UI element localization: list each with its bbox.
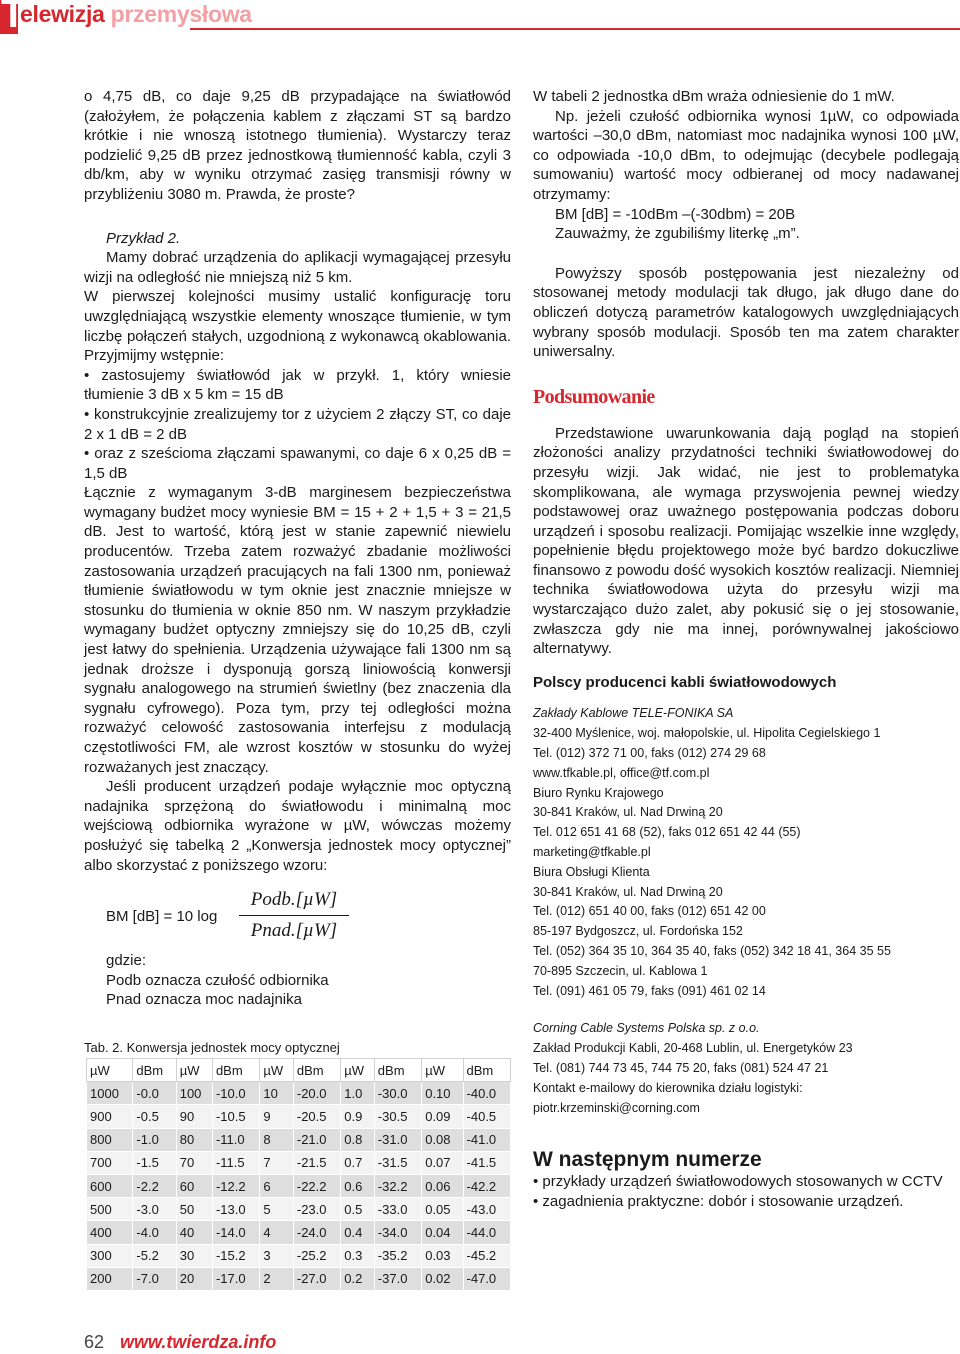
table-cell: -20.5	[293, 1105, 340, 1128]
table-cell: 700	[87, 1151, 133, 1174]
example-intro: Mamy dobrać urządzenia do aplikacji wymagającej przesyłu wizji na odległość nie mniejszą niż 5 km.	[84, 249, 511, 286]
power-budget-formula	[106, 887, 511, 949]
table-cell: 0.10	[422, 1082, 463, 1105]
table-cell: -23.0	[293, 1198, 340, 1221]
table-cell: 80	[176, 1128, 212, 1151]
table-cell: -0.0	[133, 1082, 176, 1105]
paragraph-example-calc: Np. jeżeli czułość odbiornika wynosi 1µW, co odpowiada wartości –30,0 dBm, natomiast moc nadajnika wynosi 100 µW, co odpowiada -10,0 dBm, to odejmując (decybele podlegają sumowaniu) wartość mocy odbieranej od mocy nadawanej otrzymamy:	[533, 107, 959, 203]
table-cell: -21.0	[293, 1128, 340, 1151]
table-cell: -12.2	[212, 1174, 259, 1197]
producer-telefonika-name: Zakłady Kablowe TELE-FONIKA SA	[533, 706, 734, 721]
table-row	[87, 1151, 511, 1174]
table-cell: -7.0	[133, 1267, 176, 1290]
table-cell: 20	[176, 1267, 212, 1290]
right-column	[533, 87, 959, 1212]
producer-corning-details	[533, 1039, 959, 1118]
table-cell: -34.0	[374, 1221, 421, 1244]
formula-pnad-definition: Pnad oznacza moc nadajnika	[106, 991, 302, 1009]
paragraph-dbm-note: W tabeli 2 jednostka dBm wraża odniesienie do 1 mW.	[533, 88, 895, 105]
table-cell: -15.2	[212, 1244, 259, 1267]
formula-where: gdzie:	[106, 952, 147, 970]
table-row	[87, 1267, 511, 1290]
header-rule	[190, 28, 960, 30]
table-cell: 600	[87, 1174, 133, 1197]
table-cell: 0.09	[422, 1105, 463, 1128]
table-cell: -21.5	[293, 1151, 340, 1174]
table-cell: -41.5	[463, 1151, 510, 1174]
table-cell: -1.0	[133, 1128, 176, 1151]
table-header-cell: µW	[87, 1059, 133, 1082]
detail-line: piotr.krzeminski@corning.com	[533, 1100, 700, 1115]
detail-line: 70-895 Szczecin, ul. Kablowa 1	[533, 963, 708, 978]
table-cell: -3.0	[133, 1198, 176, 1221]
table-header-cell: dBm	[133, 1059, 176, 1082]
table-cell: -25.2	[293, 1244, 340, 1267]
bullet-splices: • oraz z sześcioma złączami spawanymi, co daje 6 x 0,25 dB = 1,5 dB	[84, 445, 511, 482]
formula-podb-definition: Podb oznacza czułość odbiornika	[106, 971, 329, 989]
table-row	[87, 1244, 511, 1267]
magazine-header	[0, 0, 960, 36]
table-header-cell: dBm	[212, 1059, 259, 1082]
table-caption: Tab. 2. Konwersja jednostek mocy optycznej	[84, 1040, 340, 1055]
table-cell: -22.2	[293, 1174, 340, 1197]
table-cell: 8	[260, 1128, 294, 1151]
next-issue-item: • zagadnienia praktyczne: dobór i stosowanie urządzeń.	[533, 1192, 904, 1210]
detail-line: Tel. (091) 461 05 79, faks (091) 461 02 14	[533, 983, 766, 998]
table-cell: -43.0	[463, 1198, 510, 1221]
paragraph-summary: Przedstawione uwarunkowania dają pogląd na stopień złożoności analizy przydatności techniki światłowodowej do przesyłu wizji. Jak widać, nie jest to problematyka skomplikowana, ale wymaga przyswojenia pewnej wiedzy podstawowej oraz uważnego postępowania podczas doboru urządzeń i sposobu realizacji. Pomijając wszelkie inne względy, popełnienie błędu projektowego może być bardzo dokuczliwe finansowo z powodu dość wysokich kosztów realizacji. Niemniej technika światłowodowa użyta do przesyłu wizji ma wystarczająco dużo zalet, aby pokusić się o jej stosowanie, zwłaszcza gdy nie ma innej, porównywalnej jakościowo alternatywy.	[533, 424, 959, 658]
table-cell: -13.0	[212, 1198, 259, 1221]
table-header-cell: dBm	[374, 1059, 421, 1082]
table-cell: 1.0	[341, 1082, 375, 1105]
bullet-fiber: • zastosujemy światłowód jak w przykł. 1, który wniesie tłumienie 3 dB x 5 km = 15 dB	[84, 366, 511, 404]
detail-line: Tel. (052) 364 35 10, 364 35 40, faks (052) 342 18 41, 364 35 55	[533, 944, 891, 958]
paragraph-budget: Łącznie z wymaganym 3-dB marginesem bezpieczeństwa wymagany budżet mocy wyniesie BM = 15 + 2 + 1,5 + 3 = 21,5 dB. Jest to wartość, którą jest w stanie zapewnić niewielu producentów. Trzeba zatem rozważyć zbadanie możliwości zastosowania urządzeń pracujących na fali 1300 nm, ponieważ tłumienie światłowodu w tym oknie jest znacznie mniejsze w stosunku do tłumienia w oknie 850 nm. W naszym przykładzie wymagany budżet optyczny zmniejszy się do 10,25 dB, czyli jest łatwy do spełnienia. Urządzenia używające fali 1300 nm są jednak droższe i dysponują gorszą liniowością konwersji sygnału analogowego na strumień świetlny (bez znaczenia dla sygnału cyfrowego). Poza tym, przy tej odległości można rozważyć celowość zastosowania interfejsu z modulacją częstotliwości FM, ale wzrost kosztów w stosunku do wyżej rozważanych jest znaczący.	[84, 484, 511, 776]
page-number	[84, 1332, 104, 1353]
header-section-title	[20, 1, 252, 27]
next-issue-list	[533, 1172, 959, 1211]
table-cell: -33.0	[374, 1198, 421, 1221]
table-cell: 200	[87, 1267, 133, 1290]
paragraph-conversion: Jeśli producent urządzeń podaje wyłącznie moc optyczną nadajnika sprzężoną do światłowodu i minimalną moc wejściową odbiornika wyrażone w µW, wówczas możemy posłużyć się tabelką 2 „Konwersja jednostek mocy optycznej” albo skorzystać z poniższego wzoru:	[84, 778, 511, 874]
formula-lhs: BM [dB] = 10 log	[106, 908, 218, 926]
table-cell: 0.8	[341, 1128, 375, 1151]
table-cell: -30.0	[374, 1082, 421, 1105]
unit-remark: Zauważmy, że zgubiliśmy literkę „m”.	[555, 225, 800, 243]
table-cell: -45.2	[463, 1244, 510, 1267]
table-cell: 60	[176, 1174, 212, 1197]
header-title-bold: elewizja	[20, 1, 105, 27]
table-cell: -14.0	[212, 1221, 259, 1244]
detail-line: Tel. 012 651 41 68 (52), faks 012 651 42 44 (55)	[533, 825, 801, 840]
table-cell: -40.5	[463, 1105, 510, 1128]
table-cell: 0.2	[341, 1267, 375, 1290]
table-cell: -47.0	[463, 1267, 510, 1290]
detail-line: Tel. (081) 744 73 45, 744 75 20, faks (081) 524 47 21	[533, 1060, 829, 1075]
formula-numerator: Podb.[µW]	[250, 889, 338, 911]
website-link[interactable]: www.twierdza.info	[120, 1332, 277, 1352]
next-issue-item: • przykłady urządzeń światłowodowych stosowanych w CCTV	[533, 1173, 943, 1191]
table-cell: -30.5	[374, 1105, 421, 1128]
table-row	[87, 1128, 511, 1151]
table-header-cell: dBm	[293, 1059, 340, 1082]
table-cell: -17.0	[212, 1267, 259, 1290]
table-header-cell: dBm	[463, 1059, 510, 1082]
table-cell: 0.06	[422, 1174, 463, 1197]
table-cell: 10	[260, 1082, 294, 1105]
table-header-cell: µW	[422, 1059, 463, 1082]
table-cell: -44.0	[463, 1221, 510, 1244]
formula-fraction	[239, 887, 349, 944]
table-cell: 50	[176, 1198, 212, 1221]
detail-line: Zakład Produkcji Kabli, 20-468 Lublin, ul. Energetyków 23	[533, 1041, 853, 1056]
table-cell: 0.7	[341, 1151, 375, 1174]
table-row	[87, 1174, 511, 1197]
paragraph-configuration: W pierwszej kolejności musimy ustalić konfigurację toru uwzględniającą wszystkie elementy wnoszące tłumienie, w tym liczbę połączeń stałych, uzgodnioną z wykonawcą okablowania. Przyjmijmy wstępnie:	[84, 288, 511, 365]
table-cell: 7	[260, 1151, 294, 1174]
detail-line: marketing@tfkable.pl	[533, 845, 651, 860]
table-cell: 1000	[87, 1082, 133, 1105]
table-cell: 800	[87, 1128, 133, 1151]
table-cell: 0.5	[341, 1198, 375, 1221]
table-cell: 5	[260, 1198, 294, 1221]
table-cell: -31.5	[374, 1151, 421, 1174]
table-cell: 400	[87, 1221, 133, 1244]
table-header-cell: µW	[341, 1059, 375, 1082]
detail-line: Biura Obsługi Klienta	[533, 864, 650, 879]
table-cell: 3	[260, 1244, 294, 1267]
table-cell: 300	[87, 1244, 133, 1267]
detail-line: 30-841 Kraków, ul. Nad Drwiną 20	[533, 805, 723, 820]
left-column	[84, 87, 511, 1010]
table-cell: 0.3	[341, 1244, 375, 1267]
producers-title: Polscy producenci kabli światłowodowych	[533, 673, 837, 691]
header-initial-letter: T	[1, 0, 26, 36]
table-cell: 9	[260, 1105, 294, 1128]
formula-denominator: Pnad.[µW]	[250, 920, 338, 942]
table-cell: 70	[176, 1151, 212, 1174]
table-cell: 0.4	[341, 1221, 375, 1244]
table-cell: -11.5	[212, 1151, 259, 1174]
table-row	[87, 1198, 511, 1221]
table-cell: -11.0	[212, 1128, 259, 1151]
table-cell: -35.2	[374, 1244, 421, 1267]
table-cell: 0.07	[422, 1151, 463, 1174]
table-cell: -4.0	[133, 1221, 176, 1244]
detail-line: Tel. (012) 651 40 00, faks (012) 651 42 00	[533, 904, 766, 919]
next-issue-title: W następnym numerze	[533, 1148, 762, 1172]
producer-telefonika-details	[533, 724, 959, 1001]
table-cell: 0.08	[422, 1128, 463, 1151]
table-cell: 0.6	[341, 1174, 375, 1197]
table-cell: -37.0	[374, 1267, 421, 1290]
table-cell: 30	[176, 1244, 212, 1267]
header-title-light: przemysłowa	[110, 1, 252, 27]
table-cell: -40.0	[463, 1082, 510, 1105]
table-cell: 90	[176, 1105, 212, 1128]
table-header-row	[87, 1059, 511, 1082]
budget-result: BM [dB] = -10dBm –(-30dbm) = 20B	[555, 205, 796, 223]
table-cell: 40	[176, 1221, 212, 1244]
example-title: Przykład 2.	[106, 229, 181, 247]
detail-line: www.tfkable.pl, office@tf.com.pl	[533, 765, 710, 780]
table-cell: -0.5	[133, 1105, 176, 1128]
power-conversion-table	[86, 1058, 511, 1291]
table-row	[87, 1105, 511, 1128]
detail-line: Tel. (012) 372 71 00, faks (012) 274 29 68	[533, 746, 766, 761]
table-cell: -27.0	[293, 1267, 340, 1290]
paragraph-intro: o 4,75 dB, co daje 9,25 dB przypadające na światłowód (założyłem, że połączenia kablem z złączami ST są bardzo krótkie i nie wnoszą istotnego tłumienia). Wystarczy teraz podzielić 9,25 dB przez jednostkową tłumienność kabla, czyli 3 db/km, aby w wyniku otrzymać zasięg transmisji równy w przybliżeniu 3080 m. Prawda, że proste?	[84, 88, 511, 203]
detail-line: Kontakt e-mailowy do kierownika działu logistyki:	[533, 1080, 803, 1095]
detail-line: Biuro Rynku Krajowego	[533, 785, 664, 800]
table-cell: -31.0	[374, 1128, 421, 1151]
fraction-bar	[239, 915, 349, 916]
table-cell: 2	[260, 1267, 294, 1290]
table-cell: 6	[260, 1174, 294, 1197]
table-cell: 900	[87, 1105, 133, 1128]
table-cell: -32.2	[374, 1174, 421, 1197]
table-header-cell: µW	[176, 1059, 212, 1082]
table-cell: 0.9	[341, 1105, 375, 1128]
table-cell: 100	[176, 1082, 212, 1105]
table-cell: 0.03	[422, 1244, 463, 1267]
table-row	[87, 1082, 511, 1105]
table-header-cell: µW	[260, 1059, 294, 1082]
detail-line: 85-197 Bydgoszcz, ul. Fordońska 152	[533, 924, 743, 939]
detail-line: 30-841 Kraków, ul. Nad Drwiną 20	[533, 884, 723, 899]
table-cell: -1.5	[133, 1151, 176, 1174]
table-cell: 0.04	[422, 1221, 463, 1244]
detail-line: 32-400 Myślenice, woj. małopolskie, ul. Hipolita Cegielskiego 1	[533, 726, 881, 741]
bullet-st-connectors: • konstrukcyjnie zrealizujemy tor z użyciem 2 złączy ST, co daje 2 x 1 dB = 2 dB	[84, 405, 511, 443]
table-cell: -24.0	[293, 1221, 340, 1244]
producer-corning-name: Corning Cable Systems Polska sp. z o.o.	[533, 1021, 760, 1036]
table-cell: 4	[260, 1221, 294, 1244]
table-row	[87, 1221, 511, 1244]
table-cell: 0.02	[422, 1267, 463, 1290]
table-cell: -2.2	[133, 1174, 176, 1197]
table-cell: 0.05	[422, 1198, 463, 1221]
table-cell: -20.0	[293, 1082, 340, 1105]
table-cell: -41.0	[463, 1128, 510, 1151]
table-cell: -42.2	[463, 1174, 510, 1197]
table-cell: -5.2	[133, 1244, 176, 1267]
page-number-value: 62	[84, 1332, 105, 1352]
paragraph-universal-method: Powyższy sposób postępowania jest niezależny od stosowanej metody modulacji tak długo, jak długo dane do obliczeń dotyczą parametrów katalogowych uwzględniających wybrany sposób modulacji. Sposób ten ma zatem charakter uniwersalny.	[533, 264, 959, 361]
section-title-summary: Podsumowanie	[533, 385, 655, 408]
table-cell: -10.0	[212, 1082, 259, 1105]
table-cell: -10.5	[212, 1105, 259, 1128]
table-cell: 500	[87, 1198, 133, 1221]
